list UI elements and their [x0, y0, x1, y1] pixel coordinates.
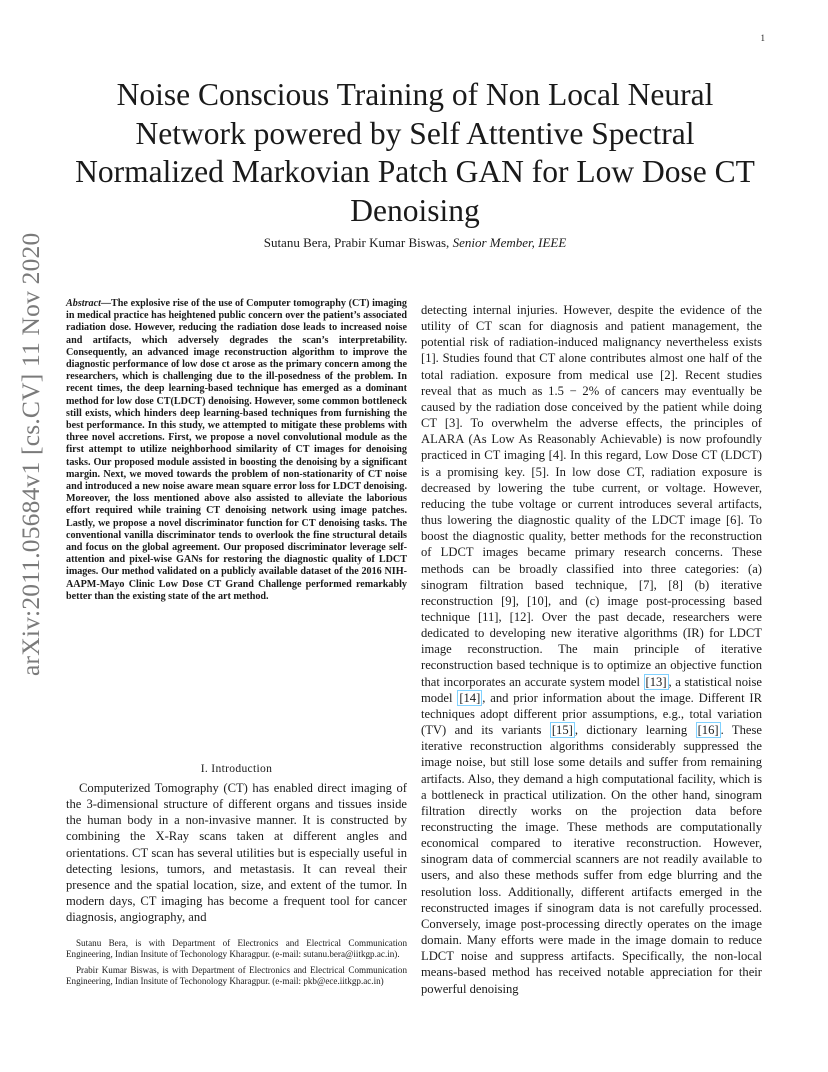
right-column-paragraph [421, 302, 762, 997]
body-text: , and prior information about the image. Different IR techniques adopt different prior assumptions, e.g., total variation (TV) and its variants [421, 690, 762, 738]
citation-link-16[interactable]: [16] [697, 723, 719, 738]
footnote-second-author: Prabir Kumar Biswas, is with Department of Electronics and Electrical Communication Engineering, Indian Insitute of Techonology Kharagpur. (e-mail: pkb@ece.iitkgp.ac.in) [66, 964, 407, 986]
footnotes [66, 938, 407, 991]
abstract [66, 298, 407, 603]
body-text: , dictionary learning [574, 723, 696, 738]
citation-link-15[interactable]: [15] [551, 723, 573, 738]
section-heading-introduction: I. Introduction [200, 762, 273, 775]
body-text: detecting internal injuries. However, despite the evidence of the utility of CT scan for diagnosis and patient management, the potential risk of radiation-induced malignancy nevertheless exists [1]. Studies found that CT alone contributes almost one half of the total radiation. exposure from medical use [2]. Recent studies reveal that as much as 1.5 − 2% of cancers may eventually be caused by the radiation dose conceived by the patient while doing CT [3]. To overwhelm the adverse effects, the principles of ALARA (As Low As Reasonably Achievable) is now profoundly practiced in CT imaging [4]. In this regard, Low Dose CT (LDCT) is a promising key. [5]. In low dose CT, radiation exposure is decreased by lowering the tube current, or voltage. However, reducing the tube voltage or current introduces several artifacts, thus lowering the diagnostic quality of the LDCT image [6]. To boost the diagnostic quality, better methods for the reconstruction of LDCT images became primary research concerns. These methods can be broadly classified into three categories: (a) sinogram filtration based technique, [7], [8] (b) iterative reconstruction [9], [10], and (c) image post-processing based technique [11], [12]. Over the past decade, researchers were dedicated to developing new iterative algorithms (IR) for LDCT image reconstruction. The main principle of iterative reconstruction based technique is to optimize an objective function that incorporates an accurate system model [421, 303, 762, 689]
citation-link-13[interactable]: [13] [645, 674, 667, 689]
right-column [421, 302, 762, 997]
author-line [70, 235, 760, 251]
page-number: 1 [760, 33, 765, 43]
introduction-left-column [66, 780, 407, 925]
author-names: Sutanu Bera, Prabir Kumar Biswas, [263, 235, 450, 250]
body-text: . These iterative reconstruction algorithms considerably suppressed the image noise, but still lose some details and suffer from remaining artifacts. Also, they demand a high computational facility, which is a bottleneck in practical utilization. On the other hand, sinogram filtration directly works on the projection data before reconstructing the image. These methods are computationally economical compared to iterative reconstruction. However, sinogram data of commercial scanners are not readily available to users, and also these methods suffer from edge blurring and the resolution loss. Additionally, different artifacts emerged in the reconstructed images if sinogram data is not carefully processed. Conversely, image post-processing directly operates on the image domain. Many efforts were made in the image domain to reduce LDCT noise and suppress artifacts. Specifically, the non-local means-based method has received notable appreciation for their powerful denoising [421, 723, 762, 996]
citation-link-14[interactable]: [14] [459, 690, 481, 705]
arxiv-identifier: arXiv:2011.05684v1 [cs.CV] 11 Nov 2020 [16, 232, 45, 676]
footnote-first-author: Sutanu Bera, is with Department of Electronics and Electrical Communication Engineering, Indian Insitute of Techonology Kharagpur. (e-mail: sutanu.bera@iitkgp.ac.in). [66, 938, 407, 960]
abstract-label: Abstract [66, 298, 101, 309]
abstract-text: —The explosive rise of the use of Computer tomography (CT) imaging in medical practice has heightened public concern over the patient’s associated radiation dose. However, reducing the radiation dose leads to increased noise and artifacts, which adversely degrades the scan’s interpretability. Consequently, an advanced image reconstruction algorithm to improve the diagnostic performance of low dose ct arose as the primary concern among the researchers, which is challenging due to the ill-posedness of the problem. In recent times, the deep learning-based technique has emerged as a dominant method for low dose CT(LDCT) denoising. However, some common bottleneck still exists, which hinders deep learning-based techniques from furnishing the best performance. In this study, we attempted to mitigate these problems with three novel accretions. First, we propose a novel convolutional module as the first attempt to utilize neighborhood similarity of CT images for denoising tasks. Our proposed module assisted in boosting the denoising by a significant margin. Next, we moved towards the problem of non-stationarity of CT noise and introduced a new noise aware mean square error loss for LDCT denoising. Moreover, the loss mentioned above also assisted to alleviate the laborious effort required while training CT denoising network using image patches. Lastly, we propose a novel discriminator function for CT denoising tasks. The conventional vanilla discriminator tends to overlook the fine structural details and focus on the global agreement. Our proposed discriminator leverage self-attention and pixel-wise GANs for restoring the diagnostic quality of LDCT images. Our method validated on a publicly available dataset of the 2016 NIH-AAPM-Mayo Clinic Low Dose CT Grand Challenge performed remarkably better than the existing state of the art method. [66, 298, 407, 602]
body-text: , a statistical noise model [421, 674, 762, 705]
intro-paragraph: Computerized Tomography (CT) has enabled direct imaging of the 3-dimensional structure of different organs and tissues inside the human body in a non-invasive manner. It is constructed by combining the X-Ray scans taken at different angles and orientations. CT scan has several utilities but is especially useful in detecting lesions, tumors, and metastasis. It can reveal their presence and the spatial location, size, and extent of the tumor. In modern days, CT imaging has become a frequent tool for cancer diagnosis, angiography, and [66, 781, 407, 925]
paper-title: Noise Conscious Training of Non Local Neural Network powered by Self Attentive Spectral Normalized Markovian Patch GAN for Low Dose CT Denoising [75, 77, 755, 228]
author-role: Senior Member, IEEE [452, 235, 567, 250]
